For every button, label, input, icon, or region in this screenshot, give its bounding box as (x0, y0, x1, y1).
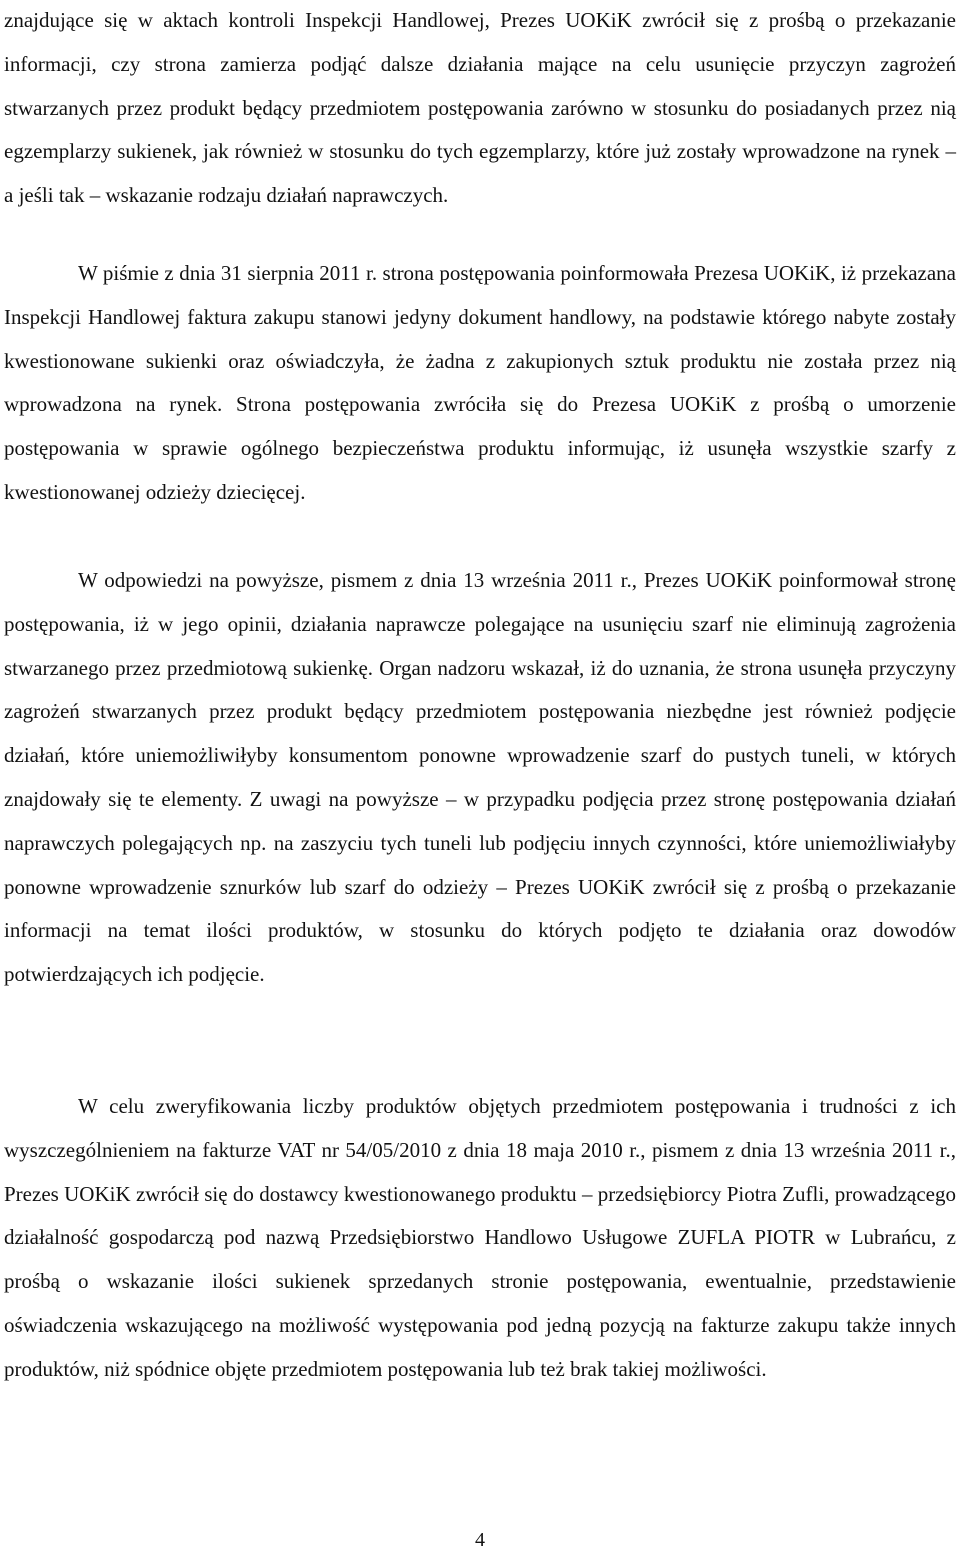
paragraph-1: znajdujące się w aktach kontroli Inspekcji Handlowej, Prezes UOKiK zwrócił się z prośbą o przekazanie informacji, czy strona zamierza podjąć dalsze działania mające na celu usunięcie przyczyn zagrożeń stwarzanych przez produkt będący przedmiotem postępowania zarówno w stosunku do posiadanych przez nią egzemplarzy sukienek, jak również w stosunku do tych egzemplarzy, które już zostały wprowadzone na rynek – a jeśli tak – wskazanie rodzaju działań naprawczych. (4, 8, 956, 208)
paragraph-2: W piśmie z dnia 31 sierpnia 2011 r. strona postępowania poinformowała Prezesa UOKiK, iż przekazana Inspekcji Handlowej faktura zakupu stanowi jedyny dokument handlowy, na podstawie którego nabyte zostały kwestionowane sukienki oraz oświadczyła, że żadna z zakupionych sztuk produktu nie została przez nią wprowadzona na rynek. Strona postępowania zwróciła się do Prezesa UOKiK z prośbą o umorzenie postępowania w sprawie ogólnego bezpieczeństwa produktu informując, iż usunęła wszystkie szarfy z kwestionowanej odzieży dziecięcej. (4, 261, 956, 504)
paragraph-3: W odpowiedzi na powyższe, pismem z dnia 13 września 2011 r., Prezes UOKiK poinformował stronę postępowania, iż w jego opinii, działania naprawcze polegające na usunięciu szarf nie eliminują zagrożenia stwarzanego przez przedmiotową sukienkę. Organ nadzoru wskazał, iż do uznania, że strona usunęła przyczyny zagrożeń stwarzanych przez produkt będący przedmiotem postępowania niezbędne jest również podjęcie działań, które uniemożliwiłyby konsumentom ponowne wprowadzenie szarf do pustych tuneli, w których znajdowały się te elementy. Z uwagi na powyższe – w przypadku podjęcia przez stronę postępowania działań naprawczych polegających np. na zaszyciu tych tuneli lub podjęciu innych czynności, które uniemożliwiałyby ponowne wprowadzenie sznurków lub szarf do odzieży – Prezes UOKiK zwrócił się z prośbą o przekazanie informacji na temat ilości produktów, w stosunku do których podjęto te działania oraz dowodów potwierdzających ich podjęcie. (4, 568, 956, 987)
paragraph-4: W celu zweryfikowania liczby produktów objętych przedmiotem postępowania i trudności z ich wyszczególnieniem na fakturze VAT nr 54/05/2010 z dnia 18 maja 2010 r., pismem z dnia 13 września 2011 r., Prezes UOKiK zwrócił się do dostawcy kwestionowanego produktu – przedsiębiorcy Piotra Zufli, prowadzącego działalność gospodarczą pod nazwą Przedsiębiorstwo Handlowo Usługowe ZUFLA PIOTR w Lubrańcu, z prośbą o wskazanie ilości sukienek sprzedanych stronie postępowania, ewentualnie, przedstawienie oświadczenia wskazującego na możliwość występowania pod jedną pozycją na fakturze zakupu także innych produktów, niż spódnice objęte przedmiotem postępowania lub też brak takiej możliwości. (4, 1094, 956, 1381)
page-number: 4 (475, 1529, 485, 1551)
